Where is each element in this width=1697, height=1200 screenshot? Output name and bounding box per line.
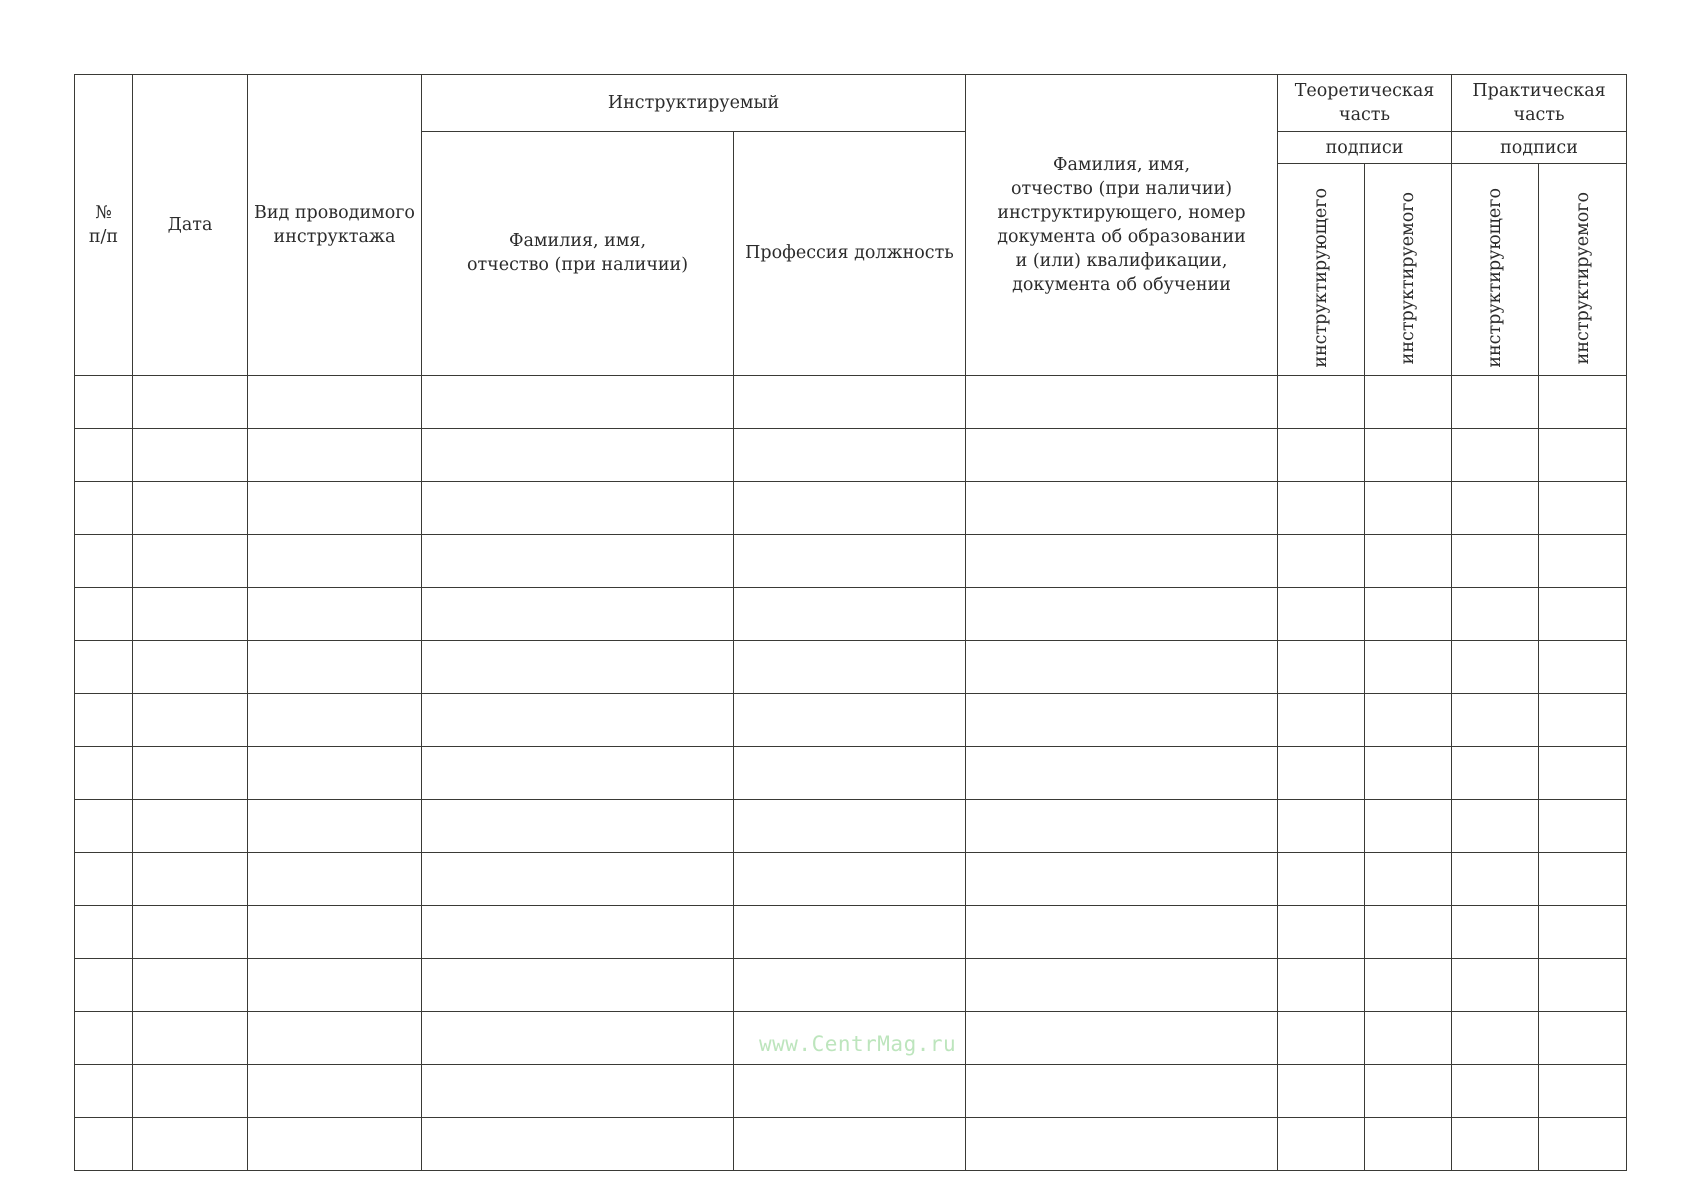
table-cell[interactable]	[1539, 746, 1627, 799]
table-cell[interactable]	[248, 640, 422, 693]
table-cell[interactable]	[75, 799, 133, 852]
table-cell[interactable]	[422, 640, 734, 693]
table-cell[interactable]	[1278, 1064, 1365, 1117]
table-cell[interactable]	[422, 852, 734, 905]
instruction-journal-table	[74, 74, 1627, 1171]
table-cell[interactable]	[734, 746, 966, 799]
table-cell[interactable]	[75, 534, 133, 587]
table-cell[interactable]	[734, 1064, 966, 1117]
header-practice-signatures: подписи	[1452, 132, 1627, 164]
table-cell[interactable]	[133, 428, 248, 481]
table-cell[interactable]	[133, 1011, 248, 1064]
table-cell[interactable]	[75, 852, 133, 905]
table-cell[interactable]	[1539, 1064, 1627, 1117]
table-cell[interactable]	[1452, 799, 1539, 852]
header-theory-instructor-sig	[1278, 164, 1365, 376]
table-cell[interactable]	[1452, 587, 1539, 640]
table-cell[interactable]	[1278, 693, 1365, 746]
watermark: www.CentrMag.ru	[759, 1032, 957, 1056]
table-cell[interactable]	[1365, 746, 1452, 799]
table-cell[interactable]	[133, 534, 248, 587]
table-cell[interactable]	[1278, 640, 1365, 693]
table-cell[interactable]	[1278, 481, 1365, 534]
table-cell[interactable]	[734, 534, 966, 587]
table-cell[interactable]	[75, 375, 133, 428]
table-cell[interactable]	[1539, 852, 1627, 905]
table-cell[interactable]	[1278, 587, 1365, 640]
table-cell[interactable]	[133, 640, 248, 693]
table-cell[interactable]	[248, 587, 422, 640]
table-cell[interactable]	[248, 746, 422, 799]
vertical-label: инструктируемого	[1398, 191, 1418, 364]
table-cell[interactable]	[75, 428, 133, 481]
table-row	[75, 1117, 1627, 1170]
table-cell[interactable]	[133, 481, 248, 534]
table-cell[interactable]	[422, 1011, 734, 1064]
table-cell[interactable]	[75, 1117, 133, 1170]
header-profession: Профессия должность	[734, 132, 966, 376]
table-cell[interactable]	[422, 534, 734, 587]
table-cell[interactable]	[133, 587, 248, 640]
table-cell[interactable]	[133, 799, 248, 852]
header-instructed-group: Инструктируемый	[422, 75, 966, 132]
table-cell[interactable]	[422, 958, 734, 1011]
table-cell[interactable]	[1278, 852, 1365, 905]
table-cell[interactable]	[1539, 375, 1627, 428]
table-cell[interactable]	[133, 746, 248, 799]
table-cell[interactable]	[1452, 428, 1539, 481]
table-cell[interactable]	[75, 1064, 133, 1117]
table-cell[interactable]	[1278, 746, 1365, 799]
table-cell[interactable]	[1365, 428, 1452, 481]
table-cell[interactable]	[1452, 375, 1539, 428]
table-cell[interactable]	[75, 693, 133, 746]
table-cell[interactable]	[248, 428, 422, 481]
header-instructor-name: Фамилия, имя, отчество (при наличии) инструктирующего, номер документа об образовании и (или) квалификации, документа об обучении	[966, 75, 1278, 376]
table-cell[interactable]	[422, 905, 734, 958]
table-row	[75, 852, 1627, 905]
header-instruction-type: Вид проводимого инструктажа	[248, 75, 422, 376]
table-cell[interactable]	[1539, 481, 1627, 534]
header-theory-signatures: подписи	[1278, 132, 1452, 164]
table-cell[interactable]	[966, 375, 1278, 428]
table-cell[interactable]	[1365, 481, 1452, 534]
table-cell[interactable]	[248, 481, 422, 534]
table-cell[interactable]	[422, 428, 734, 481]
table-row	[75, 375, 1627, 428]
table-cell[interactable]	[734, 693, 966, 746]
table-cell[interactable]	[966, 428, 1278, 481]
table-cell[interactable]	[75, 905, 133, 958]
header-theory-part: Теоретическая часть	[1278, 75, 1452, 132]
table-cell[interactable]	[1365, 375, 1452, 428]
table-cell[interactable]	[248, 1117, 422, 1170]
table-row	[75, 1064, 1627, 1117]
header-practice-part: Практическая часть	[1452, 75, 1627, 132]
table-cell[interactable]	[248, 852, 422, 905]
table-row	[75, 958, 1627, 1011]
table-row	[75, 746, 1627, 799]
header-instructed-name: Фамилия, имя, отчество (при наличии)	[422, 132, 734, 376]
table-cell[interactable]	[966, 693, 1278, 746]
table-cell[interactable]	[422, 1064, 734, 1117]
table-cell[interactable]	[1365, 1011, 1452, 1064]
table-cell[interactable]	[1539, 428, 1627, 481]
table-cell[interactable]	[75, 481, 133, 534]
table-cell[interactable]	[1278, 958, 1365, 1011]
table-cell[interactable]	[966, 640, 1278, 693]
table-cell[interactable]	[1452, 693, 1539, 746]
table-cell[interactable]	[1365, 1117, 1452, 1170]
table-cell[interactable]	[1452, 746, 1539, 799]
table-cell[interactable]	[422, 375, 734, 428]
table-cell[interactable]	[422, 693, 734, 746]
table-row	[75, 693, 1627, 746]
table-cell[interactable]	[1452, 640, 1539, 693]
table-cell[interactable]	[133, 852, 248, 905]
header-number: № п/п	[75, 75, 133, 376]
table-cell[interactable]	[422, 1117, 734, 1170]
table-cell[interactable]	[1365, 1064, 1452, 1117]
table-cell[interactable]	[734, 428, 966, 481]
table-cell[interactable]	[1539, 534, 1627, 587]
table-cell[interactable]	[75, 640, 133, 693]
table-cell[interactable]	[1365, 905, 1452, 958]
table-cell[interactable]	[1452, 905, 1539, 958]
table-cell[interactable]	[75, 587, 133, 640]
table-cell[interactable]	[1539, 799, 1627, 852]
table-cell[interactable]	[133, 958, 248, 1011]
table-cell[interactable]	[1278, 375, 1365, 428]
table-cell[interactable]	[75, 1011, 133, 1064]
table-cell[interactable]	[1539, 958, 1627, 1011]
table-cell[interactable]	[248, 958, 422, 1011]
header-theory-instructed-sig	[1365, 164, 1452, 376]
table-cell[interactable]	[734, 799, 966, 852]
table-cell[interactable]	[966, 481, 1278, 534]
table-cell[interactable]	[966, 587, 1278, 640]
vertical-label: инструктируемого	[1572, 191, 1593, 364]
table-row	[75, 799, 1627, 852]
table-cell[interactable]	[75, 958, 133, 1011]
table-cell[interactable]	[248, 1064, 422, 1117]
table-cell[interactable]	[966, 1064, 1278, 1117]
table-cell[interactable]	[1539, 693, 1627, 746]
table-cell[interactable]	[422, 587, 734, 640]
table-cell[interactable]	[734, 587, 966, 640]
header-practice-instructed-sig	[1539, 164, 1627, 376]
vertical-label: инструктирующего	[1311, 188, 1331, 368]
table-row	[75, 534, 1627, 587]
table-cell[interactable]	[422, 481, 734, 534]
table-cell[interactable]	[248, 534, 422, 587]
table-cell[interactable]	[422, 746, 734, 799]
table-cell[interactable]	[133, 1117, 248, 1170]
table-cell[interactable]	[966, 905, 1278, 958]
table-cell[interactable]	[1365, 693, 1452, 746]
table-row	[75, 481, 1627, 534]
table-cell[interactable]	[966, 746, 1278, 799]
table-cell[interactable]	[1278, 1117, 1365, 1170]
table-row	[75, 587, 1627, 640]
table-cell[interactable]	[1452, 1011, 1539, 1064]
table-cell[interactable]	[1278, 799, 1365, 852]
table-cell[interactable]	[734, 905, 966, 958]
table-cell[interactable]	[734, 375, 966, 428]
table-cell[interactable]	[734, 481, 966, 534]
table-cell[interactable]	[966, 852, 1278, 905]
table-cell[interactable]	[734, 640, 966, 693]
table-cell[interactable]	[422, 799, 734, 852]
table-cell[interactable]	[248, 375, 422, 428]
table-cell[interactable]	[1539, 1117, 1627, 1170]
table-cell[interactable]	[1278, 534, 1365, 587]
table-cell[interactable]	[1278, 905, 1365, 958]
table-row	[75, 905, 1627, 958]
table-cell[interactable]	[133, 905, 248, 958]
table-cell[interactable]	[248, 799, 422, 852]
table-cell[interactable]	[1365, 587, 1452, 640]
table-cell[interactable]	[966, 958, 1278, 1011]
table-cell[interactable]	[133, 1064, 248, 1117]
table-cell[interactable]	[1539, 905, 1627, 958]
vertical-label: инструктирующего	[1485, 188, 1506, 368]
table-cell[interactable]	[248, 1011, 422, 1064]
table-cell[interactable]	[1452, 481, 1539, 534]
table-cell[interactable]	[734, 1117, 966, 1170]
table-cell[interactable]	[133, 693, 248, 746]
table-cell[interactable]	[1365, 958, 1452, 1011]
table-cell[interactable]	[1365, 799, 1452, 852]
table-cell[interactable]	[1278, 428, 1365, 481]
table-cell[interactable]	[75, 746, 133, 799]
table-cell[interactable]	[966, 1011, 1278, 1064]
table-cell[interactable]	[1452, 534, 1539, 587]
table-cell[interactable]	[1365, 534, 1452, 587]
table-cell[interactable]	[133, 375, 248, 428]
table-cell[interactable]	[1365, 852, 1452, 905]
table-cell[interactable]	[966, 534, 1278, 587]
table-cell[interactable]	[734, 958, 966, 1011]
table-cell[interactable]	[1452, 1117, 1539, 1170]
table-cell[interactable]	[1452, 1064, 1539, 1117]
table-cell[interactable]	[966, 799, 1278, 852]
table-cell[interactable]	[734, 852, 966, 905]
header-practice-instructor-sig	[1452, 164, 1539, 376]
header-date: Дата	[133, 75, 248, 376]
table-cell[interactable]	[966, 1117, 1278, 1170]
table-cell[interactable]	[1539, 1011, 1627, 1064]
table-cell[interactable]	[1539, 640, 1627, 693]
table-cell[interactable]	[1365, 640, 1452, 693]
table-cell[interactable]	[248, 905, 422, 958]
table-cell[interactable]	[1539, 587, 1627, 640]
table-cell[interactable]	[1452, 852, 1539, 905]
table-cell[interactable]	[1452, 958, 1539, 1011]
table-cell[interactable]	[248, 693, 422, 746]
table-row	[75, 428, 1627, 481]
table-row	[75, 640, 1627, 693]
table-cell[interactable]	[1278, 1011, 1365, 1064]
